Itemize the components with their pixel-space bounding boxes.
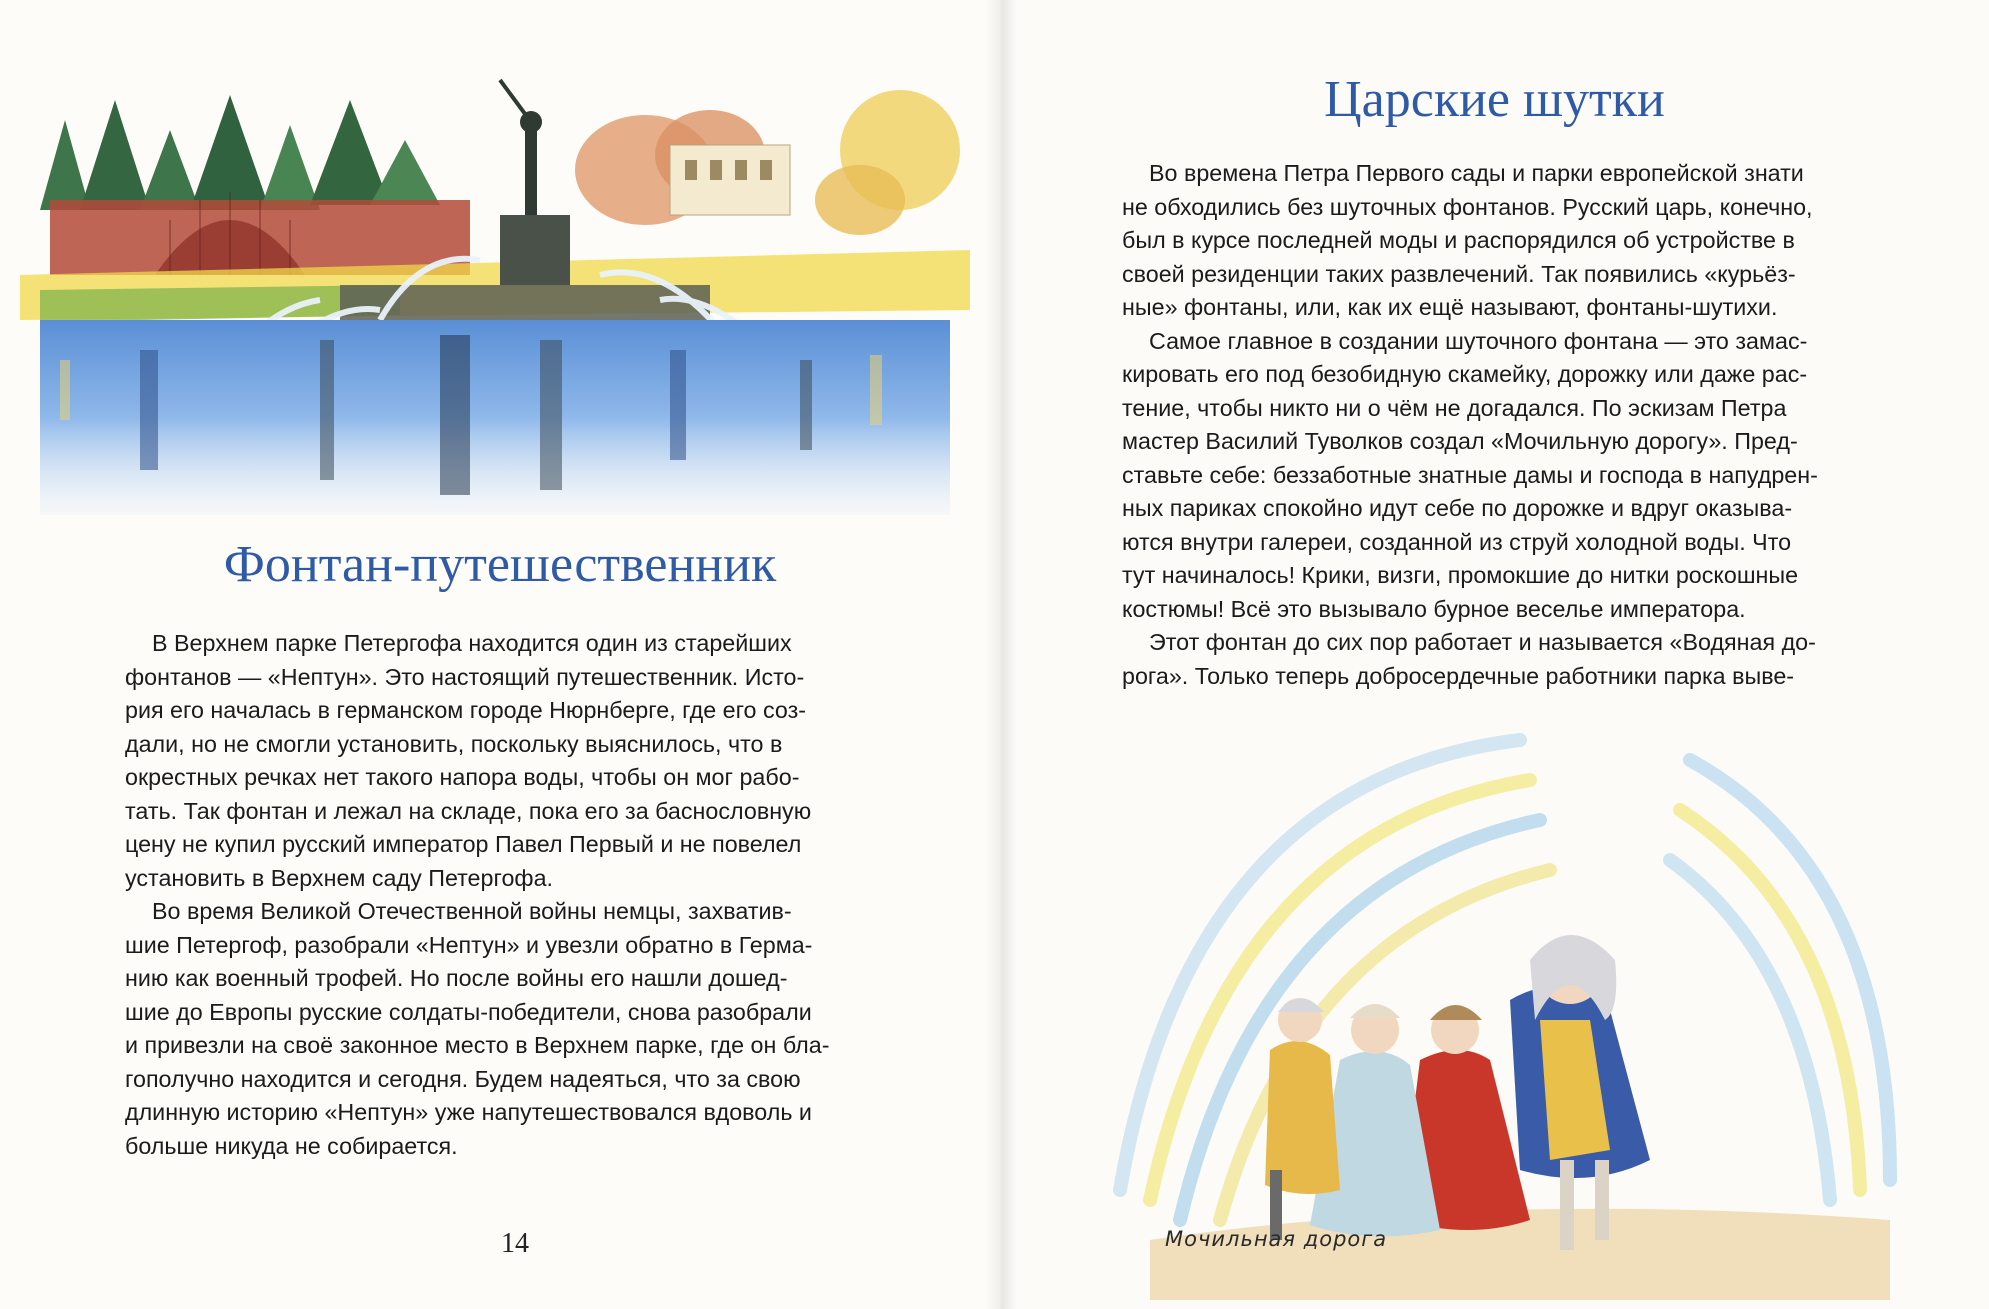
illustration-caption: Мочильная дорога — [1165, 1227, 1388, 1251]
text-line: длинную историю «Нептун» уже напутешествовался вдоволь и — [125, 1099, 812, 1125]
text-line: окрестных речках нет такого напора воды, чтобы он мог рабо- — [125, 764, 800, 790]
text-line: Этот фонтан до сих пор работает и называется «Водяная до- — [1149, 629, 1816, 655]
text-line: мастер Василий Туволков создал «Мочильную дорогу». Пред- — [1122, 428, 1798, 454]
text-line: Во времена Петра Первого сады и парки европейской знати — [1149, 160, 1804, 186]
text-line: рия его началась в германском городе Нюрнберге, где его соз- — [125, 697, 807, 723]
text-line: и привезли на своё законное место в Верхнем парке, где он бла- — [125, 1032, 830, 1058]
text-line: своей резиденции таких развлечений. Так появились «курьёз- — [1122, 260, 1796, 287]
text-line: ных париках спокойно идут себе по дорожке и вдруг оказыва- — [1122, 495, 1793, 521]
book-gutter — [985, 0, 1017, 1309]
text-line: дали, но не смогли установить, поскольку выяснилось, что в — [125, 730, 783, 757]
right-page-title: Царские шутки — [1324, 71, 1665, 128]
text-line: рога». Только теперь добросердечные работники парка выве- — [1122, 662, 1795, 689]
left-page-body — [125, 627, 885, 1163]
text-line: не обходились без шуточных фонтанов. Русский царь, конечно, — [1122, 193, 1813, 220]
right-page — [1000, 0, 1989, 1309]
text-line: нию как военный трофей. Но после войны его нашли дошед- — [125, 965, 788, 991]
text-line: Во время Великой Отечественной войны немцы, захватив- — [152, 898, 792, 924]
water-road-illustration — [1090, 720, 1920, 1300]
text-line: тать. Так фонтан и лежал на складе, пока его за баснословную — [125, 797, 812, 824]
page-number: 14 — [501, 1228, 529, 1259]
text-line: цену не купил русский император Павел Первый и не повелел — [125, 831, 802, 857]
text-line: шие Петергоф, разобрали «Нептун» и увезли обратно в Герма- — [125, 931, 813, 958]
text-line: тут начиналось! Крики, визги, промокшие до нитки роскошные — [1122, 562, 1799, 588]
text-line: ются внутри галереи, созданной из струй холодной воды. Что — [1122, 528, 1792, 555]
text-line: гополучно находится и сегодня. Будем надеяться, что за свою — [125, 1065, 801, 1092]
text-line: В Верхнем парке Петергофа находится один из старейших — [152, 630, 792, 656]
text-line: установить в Верхнем саду Петергофа. — [125, 864, 554, 891]
right-page-body — [1122, 157, 1882, 693]
text-line: ставьте себе: беззаботные знатные дамы и господа в напудрен- — [1122, 461, 1818, 488]
text-line: фонтанов — «Нептун». Это настоящий путешественник. Исто- — [125, 663, 805, 690]
right-paragraph-1 — [1122, 157, 1882, 325]
text-line: Самое главное в создании шуточного фонтана — это замас- — [1149, 327, 1808, 354]
text-line: тение, чтобы никто ни о чём не догадался. По эскизам Петра — [1122, 394, 1787, 421]
text-line: кировать его под безобидную скамейку, дорожку или даже рас- — [1122, 361, 1808, 387]
text-line: больше никуда не собирается. — [125, 1132, 458, 1159]
right-paragraph-2 — [1122, 325, 1882, 627]
text-line: ные» фонтаны, или, как их ещё называют, фонтаны-шутихи. — [1122, 294, 1778, 320]
left-paragraph-2 — [125, 895, 885, 1163]
left-paragraph-1 — [125, 627, 885, 895]
right-paragraph-3 — [1122, 626, 1882, 693]
text-line: шие до Европы русские солдаты-победители, снова разобрали — [125, 998, 812, 1025]
text-line: был в курсе последней моды и распорядился об устройстве в — [1122, 227, 1795, 253]
text-line: костюмы! Всё это вызывало бурное веселье императора. — [1122, 595, 1746, 622]
neptune-fountain-illustration — [20, 60, 970, 515]
left-page-title: Фонтан-путешественник — [223, 536, 777, 593]
